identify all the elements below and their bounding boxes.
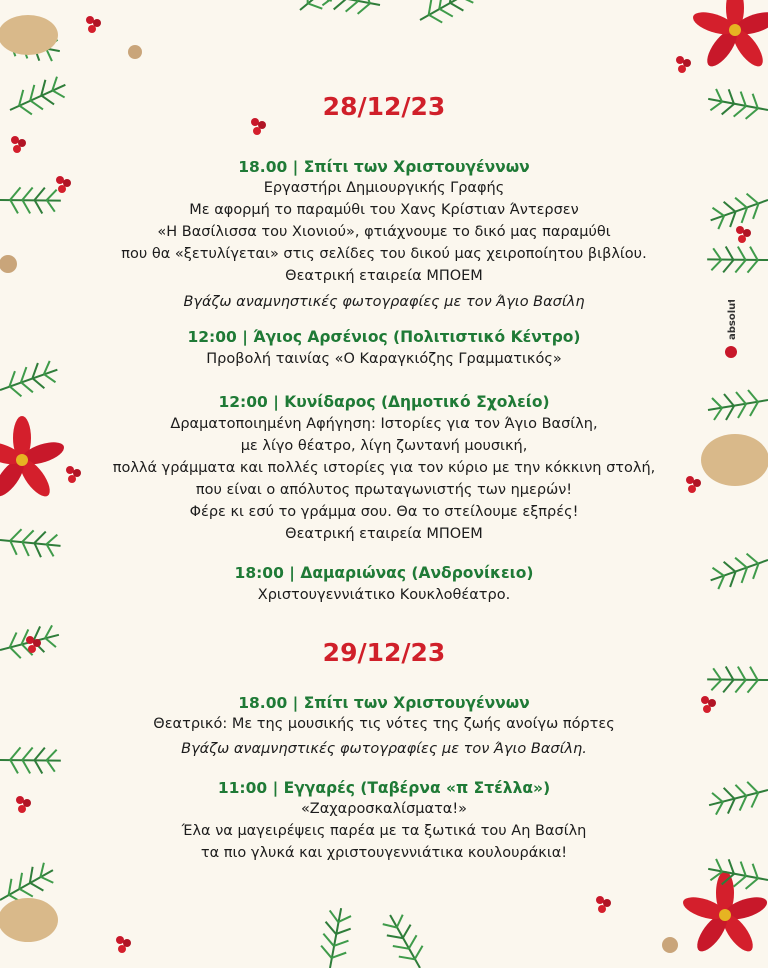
date-heading-1: 28/12/23 bbox=[322, 92, 446, 121]
event-line: Θεατρικό: Με της μουσικής τις νότες της ζωής ανοίγω πόρτες bbox=[153, 716, 615, 732]
event-line: Θεατρική εταιρεία ΜΠΟΕΜ bbox=[285, 526, 483, 542]
event-line: Φέρε κι εσύ το γράμμα σου. Θα το στείλουμε εξπρές! bbox=[189, 504, 579, 520]
event-line: Προβολή ταινίας «Ο Καραγκιόζης Γραμματικός» bbox=[206, 351, 562, 367]
event-line: τα πιο γλυκά και χριστουγεννιάτικα κουλουράκια! bbox=[200, 845, 568, 861]
event-title: 18:00 | Δαμαριώνας (Ανδρονίκειο) bbox=[234, 564, 534, 582]
date-heading-2: 29/12/23 bbox=[322, 638, 446, 667]
event-title: 18.00 | Σπίτι των Χριστουγέννων bbox=[238, 694, 530, 712]
brand-text: absolut bbox=[727, 300, 738, 340]
event-title: 18.00 | Σπίτι των Χριστουγέννων bbox=[238, 158, 530, 176]
event-line: «Ζαχαροσκαλίσματα!» bbox=[300, 801, 468, 817]
event-line: πολλά γράμματα και πολλές ιστορίες για τον κύριο με την κόκκινη στολή, bbox=[112, 460, 656, 476]
event-line: που θα «ξετυλίγεται» στις σελίδες του δικού μας χειροποίητου βιβλίου. bbox=[121, 246, 647, 262]
event-line: Θεατρική εταιρεία ΜΠΟΕΜ bbox=[285, 268, 483, 284]
event-line: Χριστουγεννιάτικο Κουκλοθέατρο. bbox=[257, 587, 511, 603]
event-line: Εργαστήρι Δημιουργικής Γραφής bbox=[263, 180, 505, 196]
brand-logo bbox=[722, 300, 740, 360]
event-note: Βγάζω αναμνηστικές φωτογραφίες με τον Άγιο Βασίλη. bbox=[181, 741, 587, 757]
event-title: 11:00 | Εγγαρές (Ταβέρνα «π Στέλλα») bbox=[217, 779, 551, 797]
event-line: με λίγο θέατρο, λίγη ζωντανή μουσική, bbox=[240, 438, 528, 454]
event-line: Δραματοποιημένη Αφήγηση: Ιστορίες για τον Άγιο Βασίλη, bbox=[170, 416, 598, 432]
event-title: 12:00 | Κυνίδαρος (Δημοτικό Σχολείο) bbox=[218, 393, 550, 411]
event-note: Βγάζω αναμνηστικές φωτογραφίες με τον Άγιο Βασίλη bbox=[183, 294, 585, 310]
event-line: Με αφορμή το παραμύθι του Χανς Κρίστιαν Άντερσεν bbox=[189, 202, 579, 218]
event-title: 12:00 | Άγιος Αρσένιος (Πολιτιστικό Κέντρο) bbox=[187, 328, 581, 346]
event-line: Έλα να μαγειρέψεις παρέα με τα ξωτικά του Αη Βασίλη bbox=[181, 823, 587, 839]
event-line: «Η Βασίλισσα του Χιονιού», φτιάχνουμε το δικό μας παραμύθι bbox=[157, 224, 611, 240]
event-line: που είναι ο απόλυτος πρωταγωνιστής των ημερών! bbox=[195, 482, 573, 498]
